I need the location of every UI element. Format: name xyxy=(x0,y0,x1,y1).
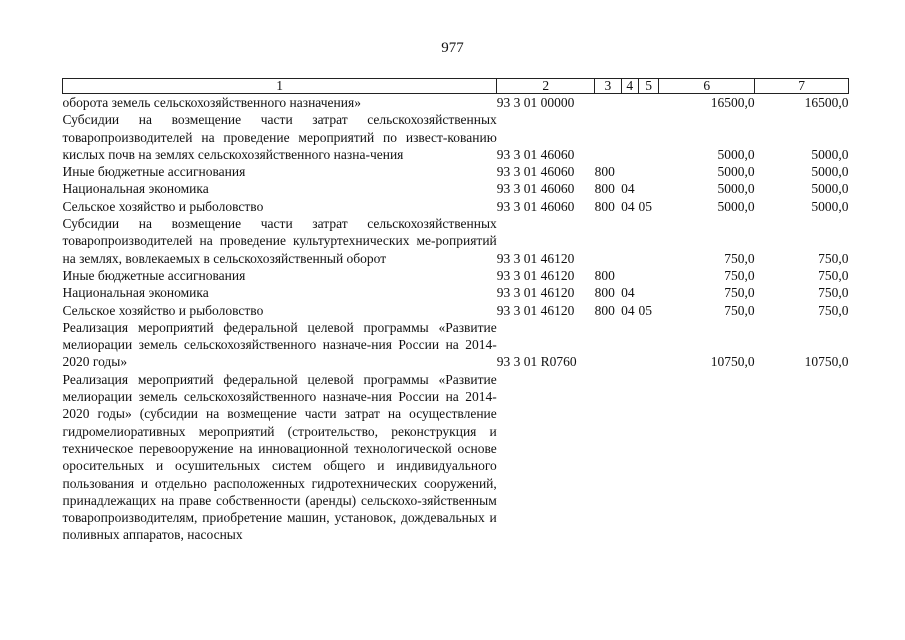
row-subsection xyxy=(638,371,658,544)
row-amount-col7 xyxy=(755,371,849,544)
row-subsection xyxy=(638,111,658,163)
row-amount-col7: 750,0 xyxy=(818,285,849,301)
row-amount-col6: 750,0 xyxy=(724,250,755,266)
row-section xyxy=(621,111,638,163)
row-amount-col6: 5000,0 xyxy=(717,164,755,180)
row-name: Иные бюджетные ассигнования xyxy=(62,164,246,180)
row-section xyxy=(621,371,638,544)
row-name: Национальная экономика xyxy=(62,181,209,197)
row-amount-col7: 5000,0 xyxy=(811,164,849,180)
row-target-code xyxy=(497,371,595,544)
row-subsection xyxy=(638,163,658,180)
row-amount-col7: 5000,0 xyxy=(811,181,849,197)
row-amount-col6: 5000,0 xyxy=(717,181,755,197)
row-section: 04 xyxy=(621,302,635,318)
table-row xyxy=(63,284,849,301)
table-row xyxy=(63,111,849,163)
row-subsection xyxy=(638,319,658,371)
row-name: Реализация мероприятий федеральной целевой программы «Развитие мелиорации земель сельскохозяйственного назначе-ния России на 2014-2020 годы» (субсидии на возмещение части затрат на осуществление гидромелиоративных мероприятий (строительство, реконструкция и техническое перевооружение на инновационной технологической основе оросительных и осушительных систем общего и индивидуального пользования и отдельно расположенных гидротехнических сооружений, принадлежащих на праве собственности (аренды) сельскохо-зяйственным товаропроизводителям, приобретение машин, установок, дождевальных и поливных аппаратов, насосных xyxy=(62,371,497,543)
row-expense-type: 800 xyxy=(594,164,615,180)
row-amount-col6: 750,0 xyxy=(724,267,755,283)
row-expense-type: 800 xyxy=(594,302,615,318)
row-expense-type: 800 xyxy=(594,267,615,283)
row-subsection xyxy=(638,215,658,267)
col-header-6: 6 xyxy=(659,79,755,94)
row-amount-col7: 5000,0 xyxy=(811,198,849,214)
row-name: Реализация мероприятий федеральной целевой программы «Развитие мелиорации земель сельскохозяйственного назначе-ния России на 2014-2020 годы» xyxy=(62,319,497,370)
row-amount-col6 xyxy=(659,371,755,544)
row-amount-col6: 16500,0 xyxy=(710,95,755,110)
row-subsection xyxy=(638,180,658,197)
row-expense-type xyxy=(595,215,622,267)
row-amount-col7: 750,0 xyxy=(818,302,849,318)
table-row xyxy=(63,163,849,180)
row-name: Сельское хозяйство и рыболовство xyxy=(62,198,264,214)
row-amount-col7: 10750,0 xyxy=(804,354,849,370)
row-name: Сельское хозяйство и рыболовство xyxy=(62,302,264,318)
row-name: Субсидии на возмещение части затрат сельскохозяйственных товаропроизводителей на проведение мероприятий по извест-кованию кислых почв на землях сельскохозяйственного назна-чения xyxy=(62,112,497,162)
row-name: Субсидии на возмещение части затрат сельскохозяйственных товаропроизводителей на проведение культуртехнических ме-роприятий на землях, вовлекаемых в сельскохозяйственный оборот xyxy=(62,216,497,266)
row-subsection xyxy=(638,94,658,112)
row-target-code: 93 3 01 46120 xyxy=(496,250,575,266)
row-section xyxy=(621,163,638,180)
table-row xyxy=(63,94,849,112)
row-section xyxy=(621,215,638,267)
row-target-code: 93 3 01 46060 xyxy=(496,146,575,162)
row-section: 04 xyxy=(621,285,635,301)
row-name: оборота земель сельскохозяйственного назначения» xyxy=(62,95,361,110)
row-expense-type xyxy=(595,371,622,544)
table-row xyxy=(63,319,849,371)
col-header-4: 4 xyxy=(621,79,638,94)
row-amount-col7: 750,0 xyxy=(818,267,849,283)
row-target-code: 93 3 01 46060 xyxy=(496,164,575,180)
row-target-code: 93 3 01 46120 xyxy=(496,302,575,318)
row-expense-type xyxy=(595,94,622,112)
row-section: 04 xyxy=(621,181,635,197)
page-number: 977 xyxy=(441,40,464,56)
col-header-5: 5 xyxy=(638,79,658,94)
row-amount-col6: 10750,0 xyxy=(710,354,755,370)
row-subsection xyxy=(638,284,658,301)
row-expense-type xyxy=(595,111,622,163)
row-target-code: 93 3 01 46060 xyxy=(496,181,575,197)
col-header-1: 1 xyxy=(63,79,497,94)
table-row xyxy=(63,215,849,267)
row-expense-type: 800 xyxy=(594,198,615,214)
row-amount-col6: 5000,0 xyxy=(717,198,755,214)
row-amount-col6: 5000,0 xyxy=(717,146,755,162)
row-name: Национальная экономика xyxy=(62,285,209,301)
col-header-2: 2 xyxy=(497,79,595,94)
table-row xyxy=(63,302,849,319)
row-expense-type xyxy=(595,319,622,371)
table-header-row xyxy=(63,79,849,94)
row-target-code: 93 3 01 00000 xyxy=(496,95,575,110)
row-target-code: 93 3 01 46060 xyxy=(496,198,575,214)
row-name: Иные бюджетные ассигнования xyxy=(62,267,246,283)
row-amount-col7: 5000,0 xyxy=(811,146,849,162)
row-subsection: 05 xyxy=(638,302,652,318)
row-expense-type: 800 xyxy=(594,285,615,301)
table-row xyxy=(63,371,849,544)
row-section xyxy=(621,319,638,371)
row-amount-col7: 750,0 xyxy=(818,250,849,266)
table-row xyxy=(63,180,849,197)
table-row xyxy=(63,198,849,215)
row-amount-col6: 750,0 xyxy=(724,302,755,318)
col-header-3: 3 xyxy=(595,79,622,94)
row-section xyxy=(621,267,638,284)
table-row xyxy=(63,267,849,284)
row-expense-type: 800 xyxy=(594,181,615,197)
budget-table xyxy=(62,78,849,544)
row-section: 04 xyxy=(621,198,635,214)
row-amount-col6: 750,0 xyxy=(724,285,755,301)
row-subsection xyxy=(638,267,658,284)
row-target-code: 93 3 01 46120 xyxy=(496,267,575,283)
row-amount-col7: 16500,0 xyxy=(804,95,849,110)
col-header-7: 7 xyxy=(755,79,849,94)
row-target-code: 93 3 01 R0760 xyxy=(496,354,577,370)
table-body xyxy=(63,94,849,544)
row-target-code: 93 3 01 46120 xyxy=(496,285,575,301)
row-section xyxy=(621,94,638,112)
row-subsection: 05 xyxy=(638,198,652,214)
